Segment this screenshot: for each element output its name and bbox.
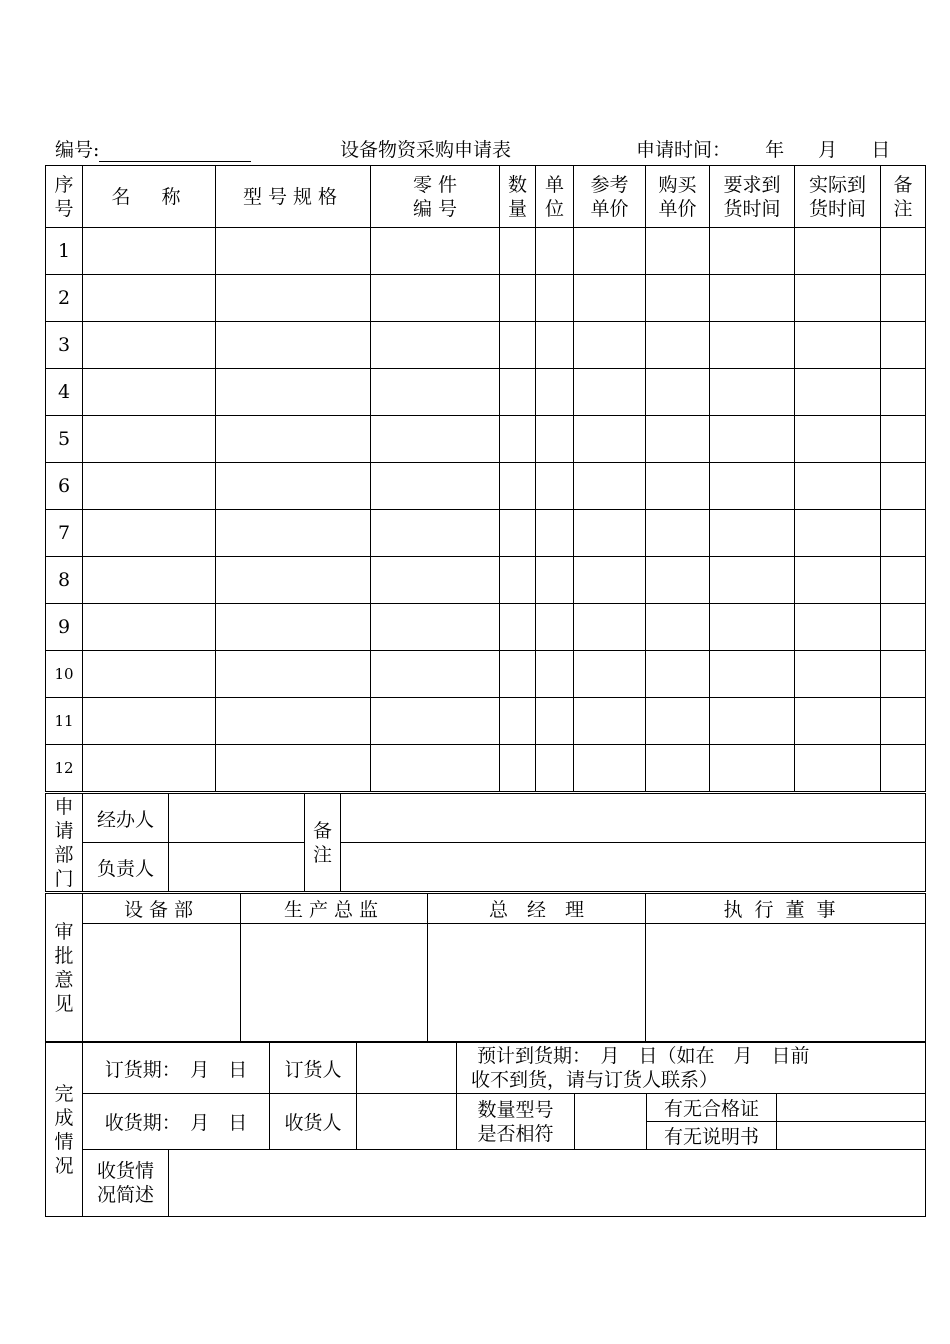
table-cell[interactable] (795, 369, 881, 416)
table-cell[interactable] (371, 651, 500, 698)
row-index: 3 (46, 322, 83, 369)
table-cell[interactable] (83, 745, 216, 792)
table-cell[interactable] (83, 604, 216, 651)
executive-director-opinion[interactable] (646, 924, 926, 1042)
order-date-label: 订货期： 月 日 (83, 1043, 270, 1094)
table-cell[interactable] (881, 510, 926, 557)
table-cell[interactable] (216, 228, 371, 275)
form-title: 设备物资采购申请表 (340, 139, 512, 161)
table-cell[interactable] (710, 463, 795, 510)
col-model-spec: 型号规格 (216, 166, 371, 228)
table-cell[interactable] (795, 416, 881, 463)
table-cell[interactable] (83, 651, 216, 698)
table-cell[interactable] (83, 369, 216, 416)
table-cell[interactable] (536, 745, 574, 792)
table-row (46, 322, 926, 369)
table-cell[interactable] (371, 510, 500, 557)
table-row (46, 416, 926, 463)
table-cell[interactable] (710, 416, 795, 463)
dept-label: 申 请 部 门 (46, 794, 83, 892)
table-cell[interactable] (574, 322, 646, 369)
table-cell[interactable] (881, 416, 926, 463)
table-cell[interactable] (536, 228, 574, 275)
handler-label: 经办人 (83, 794, 169, 843)
certificate-field[interactable] (777, 1094, 926, 1122)
row-index: 10 (46, 651, 83, 698)
table-cell[interactable] (710, 369, 795, 416)
row-index: 4 (46, 369, 83, 416)
table-cell[interactable] (646, 416, 710, 463)
table-cell[interactable] (646, 510, 710, 557)
table-row (46, 604, 926, 651)
table-cell[interactable] (646, 275, 710, 322)
table-cell[interactable] (881, 275, 926, 322)
table-cell[interactable] (646, 604, 710, 651)
col-required-date: 要求到 货时间 (710, 166, 795, 228)
table-cell[interactable] (574, 557, 646, 604)
table-cell[interactable] (710, 557, 795, 604)
table-cell[interactable] (216, 275, 371, 322)
table-cell[interactable] (646, 557, 710, 604)
table-cell[interactable] (500, 463, 536, 510)
form-number-label: 编号: (55, 139, 100, 161)
table-cell[interactable] (881, 745, 926, 792)
table-row (46, 369, 926, 416)
row-index: 6 (46, 463, 83, 510)
table-cell[interactable] (500, 698, 536, 745)
table-cell[interactable] (371, 275, 500, 322)
table-cell[interactable] (574, 463, 646, 510)
table-cell[interactable] (83, 275, 216, 322)
table-cell[interactable] (371, 416, 500, 463)
table-row (46, 228, 926, 275)
table-cell[interactable] (216, 463, 371, 510)
table-cell[interactable] (83, 698, 216, 745)
table-cell[interactable] (881, 651, 926, 698)
table-cell[interactable] (881, 557, 926, 604)
table-cell[interactable] (536, 604, 574, 651)
table-cell[interactable] (500, 228, 536, 275)
general-manager-opinion[interactable] (428, 924, 646, 1042)
table-cell[interactable] (216, 557, 371, 604)
table-row (46, 463, 926, 510)
table-cell[interactable] (881, 463, 926, 510)
table-cell[interactable] (646, 228, 710, 275)
table-row (46, 745, 926, 792)
col-ref-price: 参考 单价 (574, 166, 646, 228)
table-cell[interactable] (216, 369, 371, 416)
table-cell[interactable] (83, 416, 216, 463)
table-row (46, 557, 926, 604)
table-cell[interactable] (646, 463, 710, 510)
table-cell[interactable] (216, 698, 371, 745)
table-cell[interactable] (574, 698, 646, 745)
summary-field[interactable] (169, 1150, 926, 1217)
table-cell[interactable] (795, 557, 881, 604)
table-cell[interactable] (574, 604, 646, 651)
table-cell[interactable] (574, 745, 646, 792)
table-row (46, 698, 926, 745)
table-cell[interactable] (795, 463, 881, 510)
table-cell[interactable] (371, 698, 500, 745)
row-index: 8 (46, 557, 83, 604)
table-cell[interactable] (795, 228, 881, 275)
receiver-field[interactable] (357, 1094, 457, 1150)
table-cell[interactable] (646, 369, 710, 416)
table-cell[interactable] (500, 604, 536, 651)
table-cell[interactable] (216, 745, 371, 792)
table-cell[interactable] (646, 698, 710, 745)
expected-delivery: 预计到货期： 月 日（如在 月 日前 收不到货，请与订货人联系） (457, 1043, 926, 1094)
manual-field[interactable] (777, 1122, 926, 1150)
table-cell[interactable] (500, 745, 536, 792)
table-cell[interactable] (371, 369, 500, 416)
match-check-field[interactable] (575, 1094, 647, 1150)
table-row (46, 510, 926, 557)
col-index: 序 号 (46, 166, 83, 228)
match-check-label: 数量型号 是否相符 (457, 1094, 575, 1150)
table-cell[interactable] (536, 416, 574, 463)
table-cell[interactable] (500, 557, 536, 604)
table-cell[interactable] (881, 322, 926, 369)
table-cell[interactable] (371, 463, 500, 510)
col-remark: 备 注 (881, 166, 926, 228)
table-cell[interactable] (795, 275, 881, 322)
table-cell[interactable] (500, 275, 536, 322)
row-index: 12 (46, 745, 83, 792)
table-cell[interactable] (646, 745, 710, 792)
table-cell[interactable] (795, 604, 881, 651)
col-actual-date: 实际到 货时间 (795, 166, 881, 228)
certificate-label: 有无合格证 (647, 1094, 777, 1122)
row-index: 9 (46, 604, 83, 651)
table-cell[interactable] (536, 557, 574, 604)
table-cell[interactable] (500, 369, 536, 416)
row-index: 2 (46, 275, 83, 322)
col-purchase-price: 购买 单价 (646, 166, 710, 228)
handler-field[interactable] (169, 794, 305, 843)
equipment-dept-opinion[interactable] (83, 924, 241, 1042)
table-cell[interactable] (371, 322, 500, 369)
col-name: 名 称 (83, 166, 216, 228)
receiver-label: 收货人 (270, 1094, 357, 1150)
manual-label: 有无说明书 (647, 1122, 777, 1150)
dept-remark-field-1[interactable] (341, 794, 926, 843)
dept-remark-label: 备 注 (305, 794, 341, 892)
application-time (636, 135, 890, 162)
production-director-opinion[interactable] (241, 924, 428, 1042)
form-number (55, 135, 251, 162)
table-cell[interactable] (500, 510, 536, 557)
table-cell[interactable] (500, 322, 536, 369)
table-cell[interactable] (536, 463, 574, 510)
table-cell[interactable] (795, 651, 881, 698)
items-header-row (46, 166, 926, 228)
table-cell[interactable] (500, 651, 536, 698)
table-cell[interactable] (574, 228, 646, 275)
dept-table (45, 793, 926, 892)
col-unit: 单 位 (536, 166, 574, 228)
day-label: 日 (871, 139, 891, 161)
summary-label: 收货情 况简述 (83, 1150, 169, 1217)
row-index: 7 (46, 510, 83, 557)
table-cell[interactable] (216, 604, 371, 651)
general-manager-label: 总 经 理 (428, 894, 646, 924)
row-index: 11 (46, 698, 83, 745)
completion-table (45, 1042, 926, 1217)
table-cell[interactable] (371, 228, 500, 275)
table-cell[interactable] (574, 651, 646, 698)
manager-field[interactable] (169, 843, 305, 892)
table-cell[interactable] (371, 604, 500, 651)
production-director-label: 生产总监 (241, 894, 428, 924)
dept-remark-field-2[interactable] (341, 843, 926, 892)
form-number-blank[interactable] (99, 143, 251, 162)
row-index: 5 (46, 416, 83, 463)
month-label: 月 (818, 139, 838, 161)
table-cell[interactable] (536, 698, 574, 745)
table-cell[interactable] (795, 510, 881, 557)
table-cell[interactable] (500, 416, 536, 463)
table-cell[interactable] (881, 228, 926, 275)
table-row (46, 651, 926, 698)
row-index: 1 (46, 228, 83, 275)
table-cell[interactable] (646, 322, 710, 369)
table-cell[interactable] (536, 510, 574, 557)
table-cell[interactable] (83, 557, 216, 604)
table-cell[interactable] (710, 604, 795, 651)
table-cell[interactable] (574, 416, 646, 463)
table-cell[interactable] (881, 604, 926, 651)
table-cell[interactable] (881, 369, 926, 416)
table-cell[interactable] (83, 463, 216, 510)
completion-label: 完 成 情 况 (46, 1043, 83, 1217)
table-cell[interactable] (574, 510, 646, 557)
equipment-dept-label: 设备部 (83, 894, 241, 924)
table-cell[interactable] (881, 698, 926, 745)
table-cell[interactable] (83, 322, 216, 369)
table-cell[interactable] (710, 745, 795, 792)
table-cell[interactable] (216, 651, 371, 698)
orderer-label: 订货人 (270, 1043, 357, 1094)
table-row (46, 275, 926, 322)
col-part-number: 零 件 编 号 (371, 166, 500, 228)
table-cell[interactable] (371, 557, 500, 604)
table-cell[interactable] (83, 510, 216, 557)
receive-date-label: 收货期： 月 日 (83, 1094, 270, 1150)
year-label: 年 (765, 139, 785, 161)
table-cell[interactable] (536, 322, 574, 369)
table-cell[interactable] (710, 275, 795, 322)
col-quantity: 数 量 (500, 166, 536, 228)
executive-director-label: 执行董事 (646, 894, 926, 924)
table-cell[interactable] (710, 651, 795, 698)
table-cell[interactable] (371, 745, 500, 792)
orderer-field[interactable] (357, 1043, 457, 1094)
table-cell[interactable] (710, 322, 795, 369)
table-cell[interactable] (795, 745, 881, 792)
table-cell[interactable] (536, 651, 574, 698)
table-cell[interactable] (646, 651, 710, 698)
application-time-label: 申请时间： (636, 139, 732, 161)
table-cell[interactable] (216, 322, 371, 369)
table-cell[interactable] (216, 416, 371, 463)
table-cell[interactable] (536, 275, 574, 322)
approval-table (45, 893, 926, 1042)
table-cell[interactable] (710, 228, 795, 275)
table-cell[interactable] (536, 369, 574, 416)
approval-label: 审 批 意 见 (46, 894, 83, 1042)
items-table (45, 165, 926, 792)
table-cell[interactable] (710, 698, 795, 745)
table-cell[interactable] (574, 275, 646, 322)
table-cell[interactable] (710, 510, 795, 557)
table-cell[interactable] (574, 369, 646, 416)
table-cell[interactable] (795, 322, 881, 369)
table-cell[interactable] (83, 228, 216, 275)
manager-label: 负责人 (83, 843, 169, 892)
table-cell[interactable] (795, 698, 881, 745)
table-cell[interactable] (216, 510, 371, 557)
